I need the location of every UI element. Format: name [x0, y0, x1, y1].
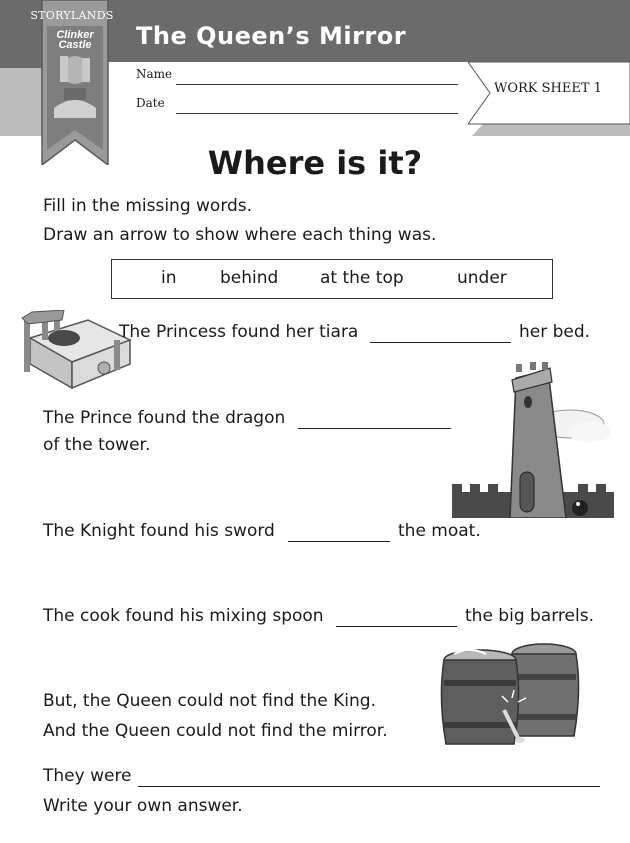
sentence-4-start: The cook found his mixing spoon — [43, 606, 324, 626]
they-were-label: They were — [43, 766, 132, 786]
answer-blank-own[interactable] — [138, 786, 600, 787]
sentence-1-start: The Princess found her tiara — [119, 322, 359, 342]
closing-line-2: And the Queen could not find the mirror. — [43, 721, 388, 741]
instruction-line-1: Fill in the missing words. — [43, 196, 253, 216]
own-answer-instruction: Write your own answer. — [43, 796, 243, 816]
page-title: The Queen’s Mirror — [136, 22, 407, 50]
word-bank-word: under — [457, 268, 507, 288]
name-field[interactable] — [176, 84, 458, 85]
answer-blank-3[interactable] — [288, 541, 390, 542]
sentence-3-end: the moat. — [398, 521, 481, 541]
instruction-line-2: Draw an arrow to show where each thing was. — [43, 225, 437, 245]
barrels-illustration-icon — [440, 640, 582, 750]
series-label: STORYLANDS — [30, 9, 114, 22]
worksheet-heading: Where is it? — [207, 144, 423, 182]
tower-illustration-icon — [452, 362, 614, 518]
name-label: Name — [136, 67, 173, 81]
sentence-2-end: of the tower. — [43, 435, 151, 455]
sentence-1-end: her bed. — [519, 322, 591, 342]
answer-blank-4[interactable] — [336, 626, 457, 627]
ribbon-title: Clinker Castle — [56, 29, 94, 51]
worksheet-label: WORK SHEET 1 — [494, 81, 602, 96]
answer-blank-1[interactable] — [370, 342, 511, 343]
word-bank-word: behind — [220, 268, 279, 288]
sentence-2-start: The Prince found the dragon — [43, 408, 286, 428]
word-bank-word: in — [161, 268, 177, 288]
date-field[interactable] — [176, 113, 458, 114]
answer-blank-2[interactable] — [298, 428, 451, 429]
sentence-4-end: the big barrels. — [465, 606, 594, 626]
closing-line-1: But, the Queen could not find the King. — [43, 691, 376, 711]
word-bank-word: at the top — [320, 268, 404, 288]
sentence-3-start: The Knight found his sword — [43, 521, 275, 541]
date-label: Date — [136, 96, 165, 110]
